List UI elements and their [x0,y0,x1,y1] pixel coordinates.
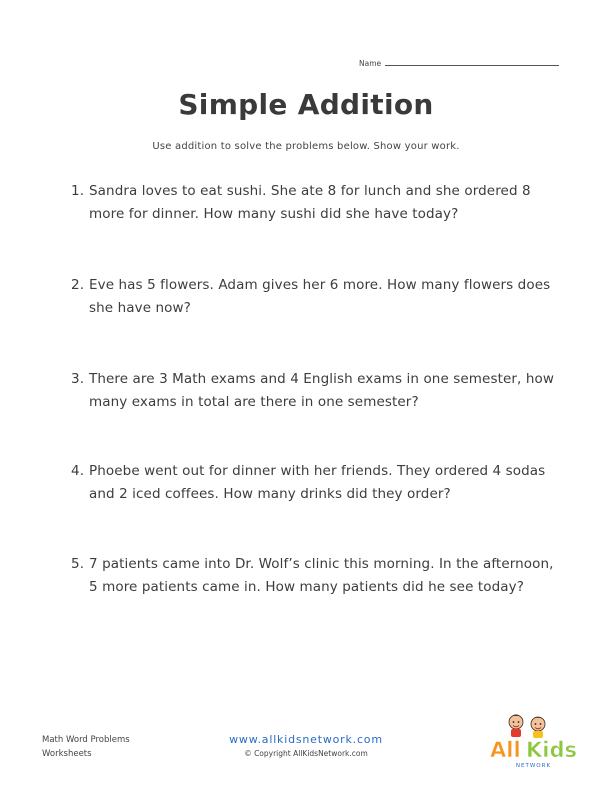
problem-text-line: 5 more patients came in. How many patients did he see today? [89,579,525,595]
logo-word-all: All [490,738,521,762]
footer-category-line: Worksheets [42,749,92,759]
problem-2 [71,274,561,320]
problem-number: 2. [71,277,85,293]
copyright-text: © Copyright AllKidsNetwork.com [244,749,368,758]
problem-text-line: many exams in total are there in one semester? [89,394,419,410]
problem-text-line: 7 patients came into Dr. Wolf’s clinic this morning. In the afternoon, [89,556,554,572]
problem-5 [71,553,561,599]
problem-text-line: Sandra loves to eat sushi. She ate 8 for lunch and she ordered 8 [89,183,531,199]
page-title: Simple Addition [178,88,434,121]
problem-number: 1. [71,183,85,199]
name-label: Name [359,59,382,68]
problem-text-line: and 2 iced coffees. How many drinks did they order? [89,486,451,502]
logo-word-kids: Kids [526,738,578,762]
problem-number: 5. [71,556,85,572]
problem-text-line: more for dinner. How many sushi did she have today? [89,206,459,222]
website-link[interactable]: www.allkidsnetwork.com [229,733,383,746]
kid-figure-right [531,717,545,738]
footer-category [42,733,130,761]
footer-site-info [206,732,406,760]
problem-text-line: There are 3 Math exams and 4 English exams in one semester, how [89,371,554,387]
logo-word-network: NETWORK [515,763,552,769]
allkids-logo [486,704,581,776]
footer-category-line: Math Word Problems [42,735,130,745]
problem-number: 3. [71,371,85,387]
kid-figure-left [509,715,523,738]
name-underline[interactable] [385,59,559,66]
problem-text-line: Eve has 5 flowers. Adam gives her 6 more. How many flowers does [89,277,551,293]
problem-1 [71,180,561,226]
problem-4 [71,460,561,506]
problem-3 [71,368,561,414]
problem-text-line: Phoebe went out for dinner with her friends. They ordered 4 sodas [89,463,546,479]
allkids-logo-graphic [486,704,581,776]
problem-number: 4. [71,463,85,479]
problem-text-line: she have now? [89,300,191,316]
name-field[interactable] [359,59,559,68]
instructions: Use addition to solve the problems below. Show your work. [152,141,460,152]
